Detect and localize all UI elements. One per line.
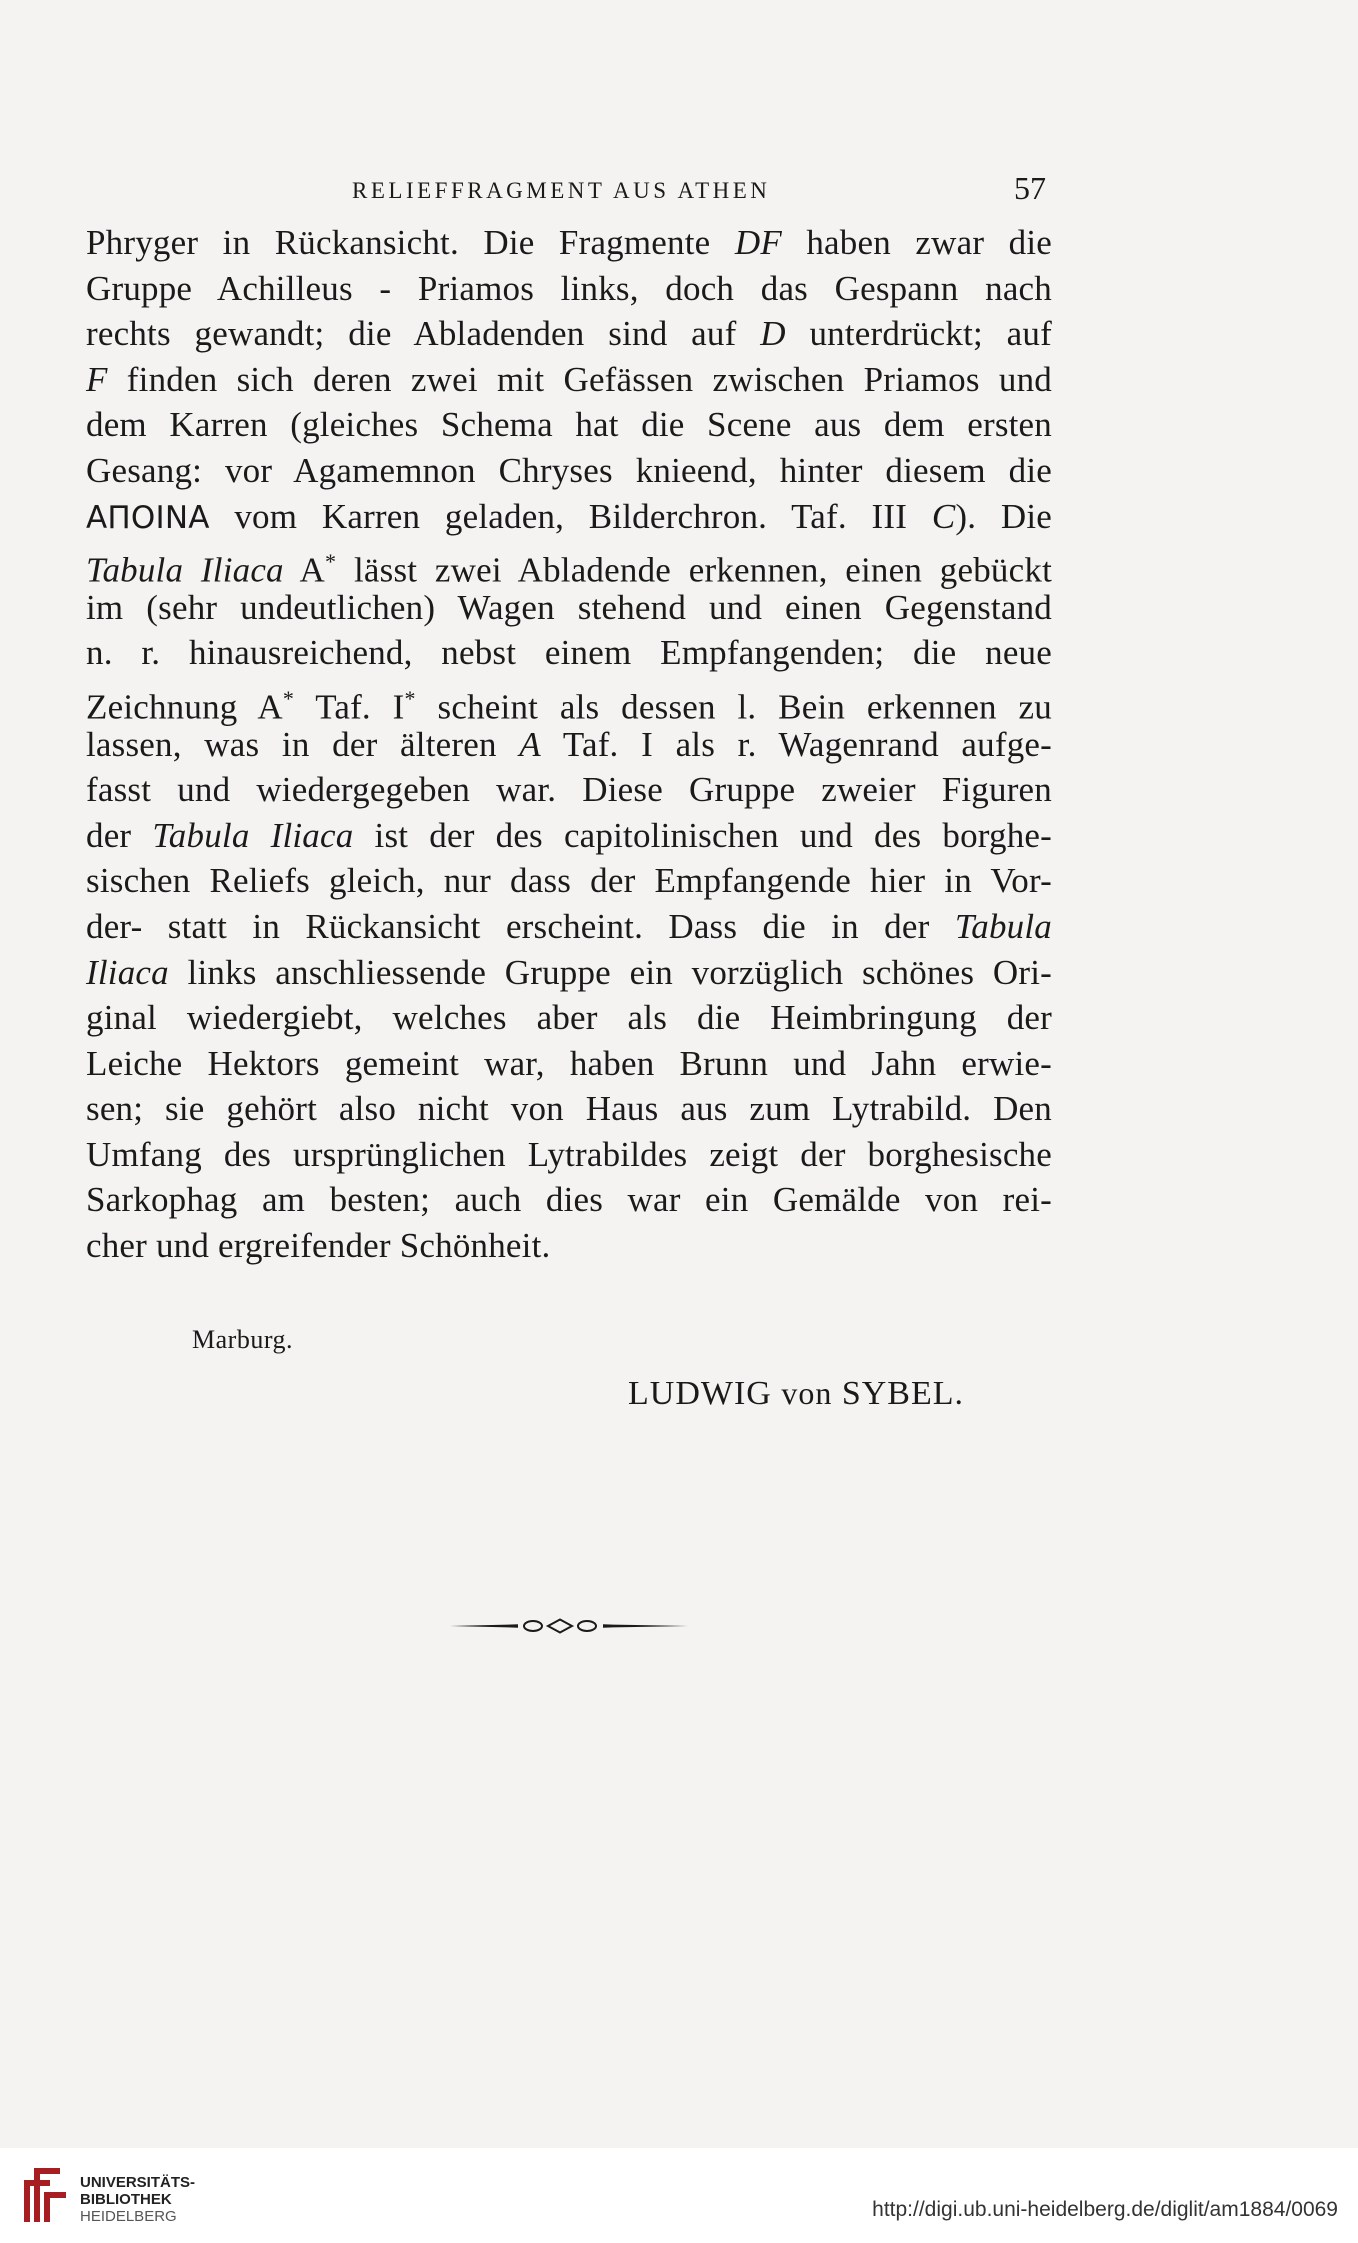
text-run: unterdrückt; auf: [785, 314, 1052, 354]
text-line: [86, 995, 1052, 1041]
text-run: ist der des capitolinischen und des borghe-: [353, 815, 1052, 855]
text-line: [86, 1177, 1052, 1223]
text-run: Phryger in Rückansicht. Die Fragmente: [86, 223, 735, 262]
place-of-writing: Marburg.: [192, 1325, 294, 1354]
greek-word: ΑΠΟΙΝΑ: [86, 499, 210, 536]
decorative-divider: [448, 1616, 690, 1641]
text-run: vom Karren geladen, Bilderchron. Taf. III: [209, 496, 932, 536]
text-run: Gruppe Achilleus - Priamos links, doch das Gespann nach: [86, 268, 1052, 308]
text-line: [86, 722, 1052, 768]
page-number: 57: [1014, 170, 1046, 206]
text-line: [86, 539, 1052, 590]
text-line: [86, 220, 1052, 266]
text-line: [86, 448, 1052, 494]
text-line: [86, 585, 1052, 631]
text-run: im (sehr undeutlichen) Wagen stehend und einen Gegenstand: [86, 587, 1052, 627]
text-run: Sarkophag am besten; auch dies war ein Gemälde von rei-: [86, 1180, 1052, 1220]
author-last-name: SYBEL.: [841, 1375, 965, 1412]
superscript-mark: *: [325, 549, 337, 575]
italic-run: D: [760, 314, 786, 354]
text-line: [86, 676, 1052, 727]
text-run: haben zwar die: [781, 223, 1052, 262]
author-first-name: LUDWIG: [628, 1375, 772, 1412]
text-line: [86, 904, 1052, 950]
text-run: scheint als dessen l. Bein erkennen zu: [415, 687, 1052, 727]
text-run: fasst und wiedergegeben war. Diese Gruppe zweier Figuren: [86, 770, 1052, 810]
body-text: [86, 220, 1052, 1269]
text-run: lässt zwei Abladende erkennen, einen gebückt: [336, 550, 1052, 590]
text-run: Gesang: vor Agamemnon Chryses knieend, hinter diesem die: [86, 450, 1052, 490]
text-run: lassen, was in der älteren: [86, 724, 520, 764]
italic-run: Tabula Iliaca: [152, 815, 354, 855]
text-run: ginal wiedergiebt, welches aber als die Heimbringung der: [86, 998, 1052, 1038]
text-run: finden sich deren zwei mit Gefässen zwischen Priamos und: [107, 359, 1052, 399]
text-line: [86, 1086, 1052, 1132]
italic-run: Tabula: [954, 906, 1052, 946]
text-line: [86, 630, 1052, 676]
text-run: rechts gewandt; die Abladenden sind auf: [86, 314, 761, 354]
text-line: [86, 813, 1052, 859]
text-run: n. r. hinausreichend, nebst einem Empfangenden; die neue: [86, 633, 1052, 673]
text-run: A: [283, 550, 326, 590]
text-line: [86, 357, 1052, 403]
italic-run: Tabula Iliaca: [86, 550, 284, 590]
italic-run: A: [519, 724, 541, 764]
text-run: Taf. I: [294, 687, 405, 727]
text-run: sen; sie gehört also nicht von Haus aus zum Lytrabild. Den: [86, 1089, 1052, 1129]
superscript-mark: *: [282, 685, 295, 711]
author-signature: [628, 1375, 964, 1413]
italic-run: DF: [734, 223, 782, 262]
text-run: Leiche Hektors gemeint war, haben Brunn und Jahn erwie-: [86, 1043, 1052, 1083]
superscript-mark: *: [404, 685, 416, 711]
italic-run: Iliaca: [86, 952, 169, 992]
italic-run: C: [931, 496, 956, 536]
text-line: [86, 858, 1052, 904]
italic-run: F: [86, 359, 108, 399]
permalink-url[interactable]: http://digi.ub.uni-heidelberg.de/diglit/am1884/0069: [872, 2198, 1338, 2221]
running-title: RELIEFFRAGMENT AUS ATHEN: [352, 178, 771, 203]
text-line: [86, 1041, 1052, 1087]
library-name-line1: UNIVERSITÄTS-: [80, 2174, 196, 2191]
text-run: cher und ergreifender Schönheit.: [86, 1226, 551, 1266]
text-line: [86, 311, 1052, 357]
text-run: sischen Reliefs gleich, nur dass der Empfangende hier in Vor-: [86, 861, 1052, 901]
text-run: der- statt in Rückansicht erscheint. Dass die in der: [86, 906, 955, 946]
digitization-footer: [0, 2148, 1358, 2243]
library-name-line2: BIBLIOTHEK: [80, 2191, 172, 2208]
text-line: [86, 1223, 1052, 1269]
text-run: der: [86, 815, 153, 855]
text-line: [86, 767, 1052, 813]
text-run: Taf. I als r. Wagenrand aufge-: [540, 724, 1052, 764]
text-line: [86, 494, 1052, 540]
author-particle: von: [781, 1375, 833, 1411]
library-name: [80, 2174, 195, 2225]
library-name-line3: HEIDELBERG: [80, 2208, 177, 2225]
text-run: ). Die: [955, 496, 1052, 536]
text-line: [86, 266, 1052, 312]
text-run: links anschliessende Gruppe ein vorzüglich schönes Ori-: [168, 952, 1052, 992]
text-line: [86, 950, 1052, 996]
running-header: [352, 170, 1046, 210]
text-line: [86, 402, 1052, 448]
text-run: dem Karren (gleiches Schema hat die Scene aus dem ersten: [86, 405, 1052, 445]
text-run: Umfang des ursprünglichen Lytrabildes zeigt der borghesische: [86, 1134, 1052, 1174]
text-line: [86, 1132, 1052, 1178]
library-logo-icon: [14, 2162, 72, 2233]
text-run: Zeichnung A: [86, 687, 283, 727]
